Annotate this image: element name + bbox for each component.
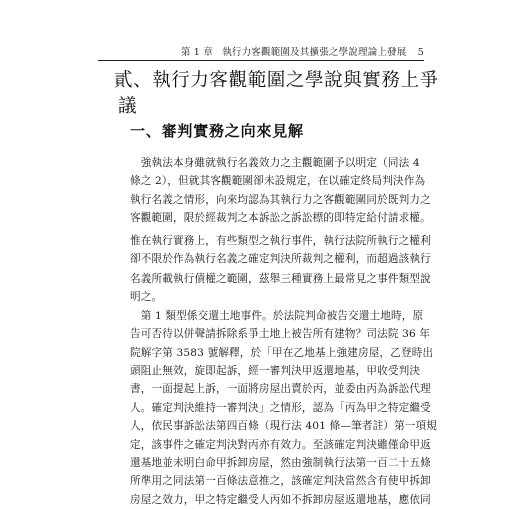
section-title-line: 議 [118,96,138,117]
header-rule [98,60,424,61]
text-line: 房屋之效力，甲之特定繼受人丙如不拆卸房屋返還地基，應依同 [130,493,431,506]
page-number: 5 [417,47,424,58]
text-line: 第 1 類型係交還土地事件。於法院判命被告交還土地時，原 [130,309,424,322]
text-line: 人，依民事訴訟法第四百條（現行法 401 條—筆者註）第一項規 [130,420,438,433]
text-line: 客觀範圍，限於經裁判之本訴訟之訴訟標的即特定給付請求權。 [130,212,431,225]
text-line: 書，一面提起上訴，一面將房屋出賣於丙，並委由丙為訴訟代理 [130,383,431,396]
body-paragraph [130,270,438,509]
text-line: 名義所載執行債權之範圍，茲舉三種實務上最常見之事件類型說 [130,273,431,285]
text-line: 明之。 [130,291,163,304]
text-line: 卻不限於作為執行名義之確定判決所裁判之權利，而超過該執行 [130,253,431,266]
text-line: 強執法本身雖就執行名義效力之主觀範圍予以明定（同法 4 [130,157,420,169]
text-line: 院解字第 3583 號解釋，於「甲在乙地基上強建房屋，乙登時出 [130,346,434,359]
chapter-title: 執行力客觀範圍及其擴張之學說理論上發展 [222,47,407,58]
body-paragraph [130,232,431,269]
text-line: 所準用之同法第一百條法意推之，該確定判決當然含有使甲拆卸 [130,475,431,488]
chapter-number: 第 1 章 [180,47,213,58]
text-line: 人。確定判決維持一審判決」之情形，認為「丙為甲之特定繼受 [130,401,431,414]
text-line: 頭阻止無效，旋即起訴，經一審判決甲返還地基，甲收受判決 [130,365,421,378]
section-title [114,68,439,120]
text-line: 條之 2），但就其客觀範圍卻未設規定，在以確定終局判決作為 [130,175,426,188]
text-line: 惟在執行實務上，有些類型之執行事件，執行法院所執行之權利 [130,235,431,247]
text-line: 定，該事件之確定判決對丙亦有效力。至該確定判決雖僅命甲返 [130,438,431,451]
text-line: 告可否待以併聲請拆除系爭土地上被告所有建物？司法院 36 年 [130,328,431,341]
section-title-line: 貳、執行力客觀範圍之學說與實務上爭 [114,70,439,91]
body-paragraph [130,154,431,228]
text-line: 執行名義之情形，向來均認為其執行力之客觀範圍同於既判力之 [130,193,431,206]
subsection-title: 一、審判實務之向來見解 [130,122,304,140]
running-head [98,44,424,58]
text-line: 還基地並未明白命甲拆卸房屋，然由強制執行法第一百二十五條 [130,457,431,470]
